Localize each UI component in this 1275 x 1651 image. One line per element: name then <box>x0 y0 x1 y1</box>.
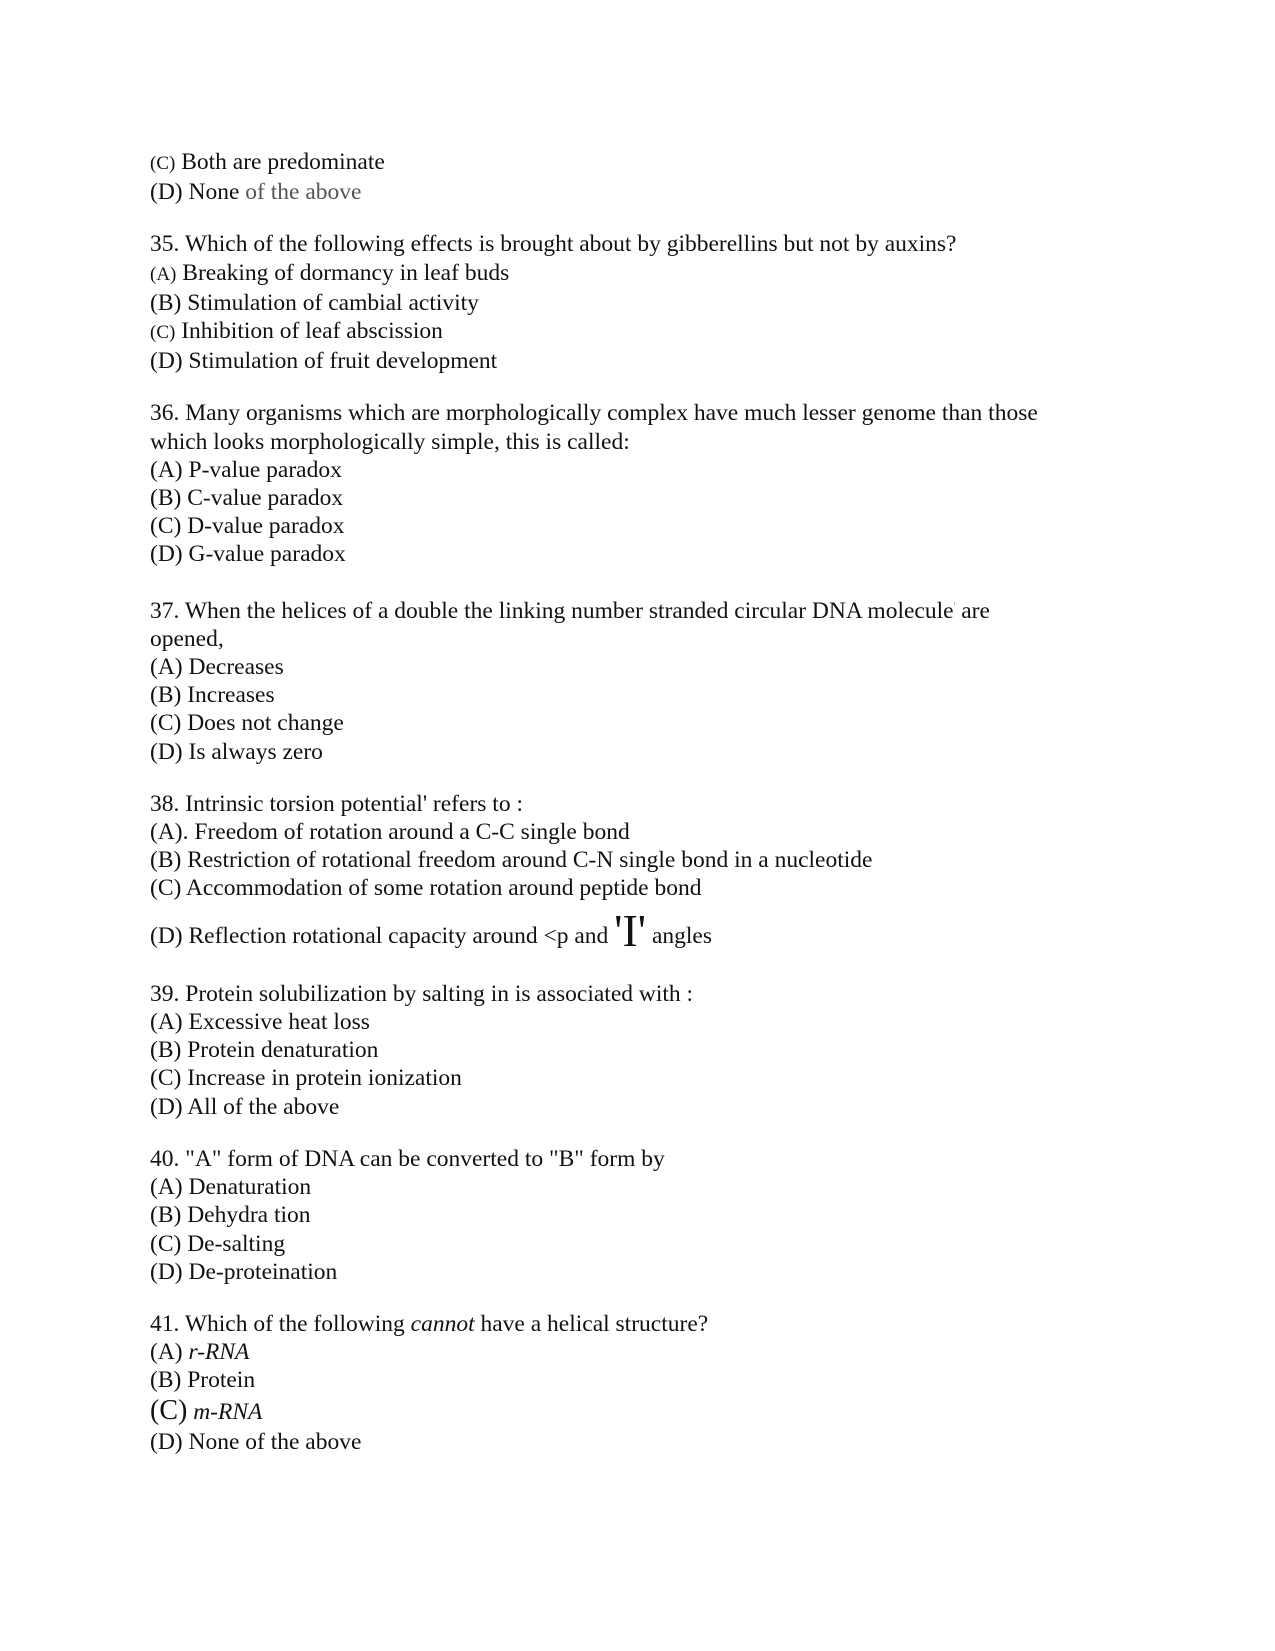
q37-stem-line2: opened, <box>150 625 224 652</box>
q40-option-a: (A) Denaturation <box>150 1174 312 1201</box>
q41-option-d: (D) None of the above <box>150 1428 362 1455</box>
q34-option-d <box>150 178 1150 206</box>
option-label: (B) <box>150 289 182 316</box>
q34-option-c <box>150 148 1150 178</box>
stem-text-b: are <box>955 597 990 624</box>
q37-option-c: (C) Does not change <box>150 710 344 737</box>
q35-option-a <box>150 259 1150 289</box>
option-label: (C) <box>150 153 176 174</box>
q36-stem-line1: 36. Many organisms which are morphologically complex have much lesser genome than those <box>150 400 1038 427</box>
option-label: (D) <box>150 348 183 375</box>
q36-option-a: (A) P-value paradox <box>150 456 342 483</box>
stem-text-b: have a helical structure? <box>474 1310 709 1337</box>
option-text: Both are predominate <box>181 149 385 175</box>
q40-option-b: (B) Dehydra tion <box>150 1202 311 1229</box>
option-label: (A) <box>150 263 177 285</box>
q38-option-b: (B) Restriction of rotational freedom around C-N single bond in a nucleotide <box>150 847 873 874</box>
q35-option-b <box>150 289 1150 317</box>
q36-option-d: (D) G-value paradox <box>150 541 346 568</box>
q38-option-a: (A). Freedom of rotation around a C-C single bond <box>150 819 630 846</box>
option-text-a: (D) Reflection rotational capacity around <p and <box>150 922 615 949</box>
stem-text-a: 41. Which of the following <box>150 1310 411 1337</box>
q41-option-c <box>150 1395 1150 1428</box>
option-text: Stimulation of cambial activity <box>187 289 479 316</box>
q38-stem: 38. Intrinsic torsion potential' refers to : <box>150 790 523 817</box>
stem-text-a: 37. When the helices of a double the linking number stranded circular DNA molecule <box>150 597 954 624</box>
q38-option-d <box>150 904 1150 956</box>
option-text: m-RNA <box>193 1398 263 1425</box>
q41-stem <box>150 1310 1150 1338</box>
q39-option-d: (D) All of the above <box>150 1093 340 1120</box>
option-text-b: angles <box>646 922 712 949</box>
exam-page <box>150 148 1150 1456</box>
q36-option-c: (C) D-value paradox <box>150 513 345 540</box>
option-text: r-RNA <box>188 1339 250 1366</box>
q35-stem: 35. Which of the following effects is brought about by gibberellins but not by auxins? <box>150 231 957 258</box>
stem-italic: cannot <box>410 1310 475 1337</box>
option-text: Stimulation of fruit development <box>188 348 498 375</box>
q36-stem-line2: which looks morphologically simple, this is called: <box>150 428 630 455</box>
option-text: Breaking of dormancy in leaf buds <box>182 259 510 286</box>
q39-option-a: (A) Excessive heat loss <box>150 1009 370 1036</box>
psi-symbol: 'I' <box>614 904 647 956</box>
stray-mark: ' <box>953 600 956 612</box>
q40-stem: 40. "A" form of DNA can be converted to "B" form by <box>150 1145 665 1172</box>
option-label: (A) <box>150 1339 189 1366</box>
option-text-a: None <box>188 179 246 206</box>
option-label: (C) <box>150 1394 188 1426</box>
q37-option-a: (A) Decreases <box>150 654 284 681</box>
option-label: (C) <box>150 322 176 344</box>
q39-option-b: (B) Protein denaturation <box>150 1037 379 1064</box>
q39-option-c: (C) Increase in protein ionization <box>150 1065 462 1092</box>
q35-option-d <box>150 347 1150 375</box>
q35-option-c <box>150 317 1150 347</box>
q37-stem-line1 <box>150 593 1150 625</box>
option-label: (D) <box>150 179 183 206</box>
q37-option-b: (B) Increases <box>150 682 275 709</box>
q40-option-c: (C) De-salting <box>150 1230 286 1257</box>
q41-option-a <box>150 1338 1150 1366</box>
q37-option-d: (D) Is always zero <box>150 738 323 765</box>
option-text-b: of the above <box>245 179 362 206</box>
q41-option-b: (B) Protein <box>150 1367 256 1394</box>
option-text: Inhibition of leaf abscission <box>181 318 443 345</box>
q38-option-c: (C) Accommodation of some rotation around peptide bond <box>150 875 702 902</box>
q36-option-b: (B) C-value paradox <box>150 485 344 512</box>
q40-option-d: (D) De-proteination <box>150 1258 338 1285</box>
q39-stem: 39. Protein solubilization by salting in is associated with : <box>150 980 694 1007</box>
